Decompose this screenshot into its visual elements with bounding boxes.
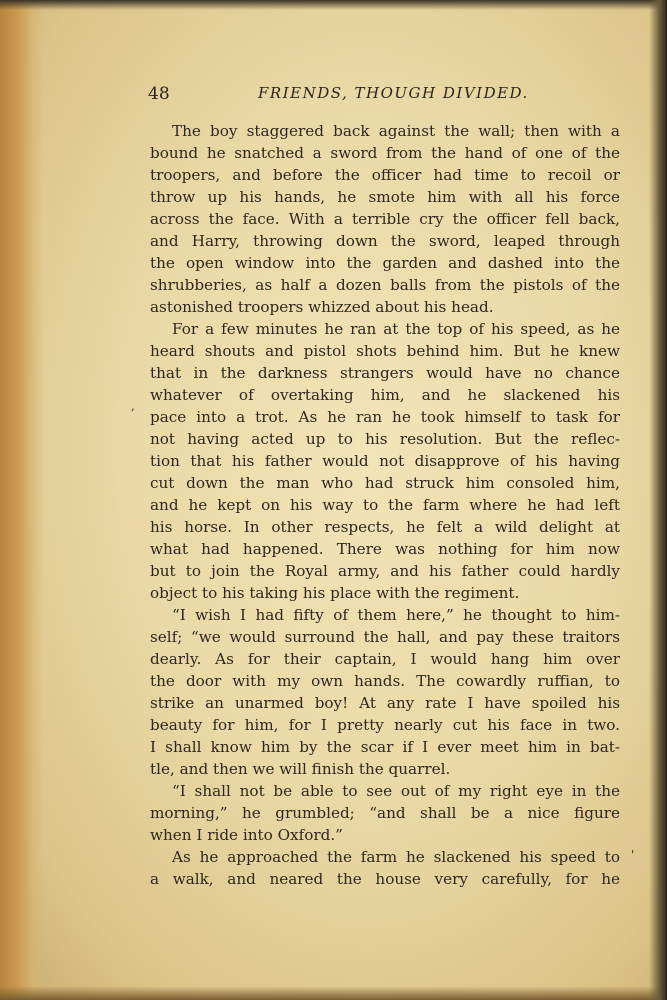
text-line: astonished troopers whizzed about his head. — [150, 298, 494, 316]
text-line: shrubberies, as half a dozen balls from the pistols of the — [150, 276, 620, 294]
running-title: FRIENDS, THOUGH DIVIDED. — [258, 84, 529, 102]
text-line: pace into a trot. As he ran he took himself to task for — [150, 408, 620, 426]
text-line: whatever of overtaking him, and he slackened his — [150, 386, 620, 404]
margin-speck: , — [131, 399, 135, 413]
text-line: but to join the Royal army, and his father could hardly — [150, 562, 620, 580]
text-line: troopers, and before the officer had time to recoil or — [150, 166, 620, 184]
text-line: beauty for him, for I pretty nearly cut his face in two. — [150, 716, 620, 734]
text-line: not having acted up to his resolution. But the reflec- — [150, 430, 620, 448]
page-header — [148, 84, 618, 110]
text-line: strike an unarmed boy! At any rate I have spoiled his — [150, 694, 620, 712]
text-line: the open window into the garden and dashed into the — [150, 254, 620, 272]
page-bottom-shadow — [0, 986, 667, 1000]
text-line: For a few minutes he ran at the top of his speed, as he — [172, 320, 620, 338]
text-line: tion that his father would not disapprove of his having — [150, 452, 620, 470]
text-line: tle, and then we will finish the quarrel. — [150, 760, 451, 778]
text-line: self; “we would surround the hall, and pay these traitors — [150, 628, 620, 646]
text-line: the door with my own hands. The cowardly ruffian, to — [150, 672, 620, 690]
page-top-shadow — [0, 0, 667, 10]
text-line: I shall know him by the scar if I ever meet him in bat- — [150, 738, 620, 756]
text-line: and Harry, throwing down the sword, leaped through — [150, 232, 620, 250]
text-line: The boy staggered back against the wall; then with a — [172, 122, 620, 140]
text-line: As he approached the farm he slackened his speed to — [172, 848, 620, 866]
body-text — [150, 120, 620, 890]
text-line: “I wish I had fifty of them here,” he thought to him- — [172, 606, 620, 624]
text-line: cut down the man who had struck him consoled him, — [150, 474, 620, 492]
text-line: object to his taking his place with the regiment. — [150, 584, 520, 602]
text-line: that in the darkness strangers would have no chance — [150, 364, 620, 382]
text-line: a walk, and neared the house very carefully, for he — [150, 870, 620, 888]
text-line: his horse. In other respects, he felt a wild delight at — [150, 518, 620, 536]
text-line: throw up his hands, he smote him with all his force — [150, 188, 620, 206]
margin-speck: ' — [631, 848, 635, 862]
text-line: what had happened. There was nothing for him now — [150, 540, 620, 558]
text-line: morning,” he grumbled; “and shall be a nice figure — [150, 804, 620, 822]
text-line: dearly. As for their captain, I would hang him over — [150, 650, 620, 668]
text-line: across the face. With a terrible cry the officer fell back, — [150, 210, 620, 228]
page-number: 48 — [148, 84, 170, 104]
text-line: when I ride into Oxford.” — [150, 826, 343, 844]
text-line: bound he snatched a sword from the hand of one of the — [150, 144, 620, 162]
text-line: and he kept on his way to the farm where he had left — [150, 496, 620, 514]
text-line: heard shouts and pistol shots behind him. But he knew — [150, 342, 620, 360]
text-line: “I shall not be able to see out of my right eye in the — [172, 782, 620, 800]
